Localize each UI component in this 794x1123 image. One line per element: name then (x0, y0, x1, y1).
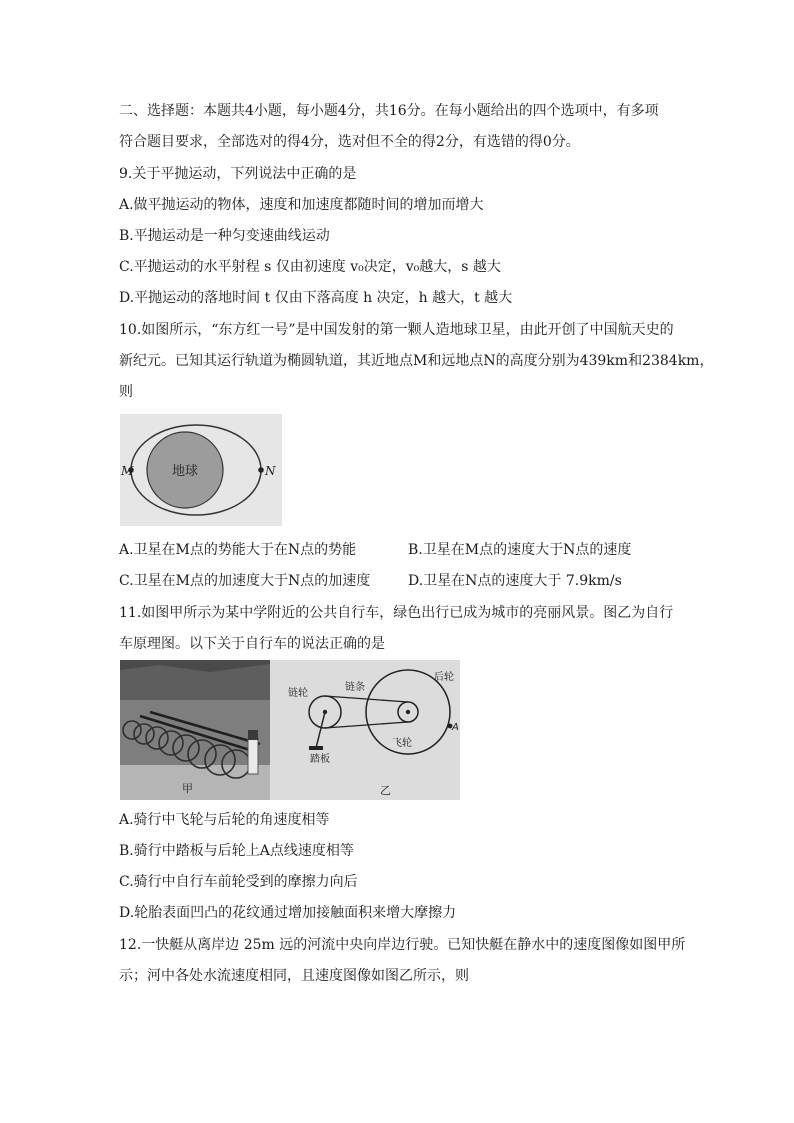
pedal-label: 踏板 (310, 754, 330, 765)
q11-option-b: B.骑行中踏板与后轮上A点线速度相等 (119, 843, 354, 859)
bicycle-photo (120, 660, 270, 800)
rear-wheel-label: 后轮 (434, 672, 454, 683)
q9-option-c: C.平抛运动的水平射程 s 仅由初速度 v₀决定，v₀越大，s 越大 (119, 259, 501, 275)
q9-option-a: A.做平抛运动的物体，速度和加速度都随时间的增加而增大 (119, 197, 484, 213)
q12-stem-line1: 12.一快艇从离岸边 25m 远的河流中央向岸边行驶。已知快艇在静水中的速度图像如图甲所 (119, 937, 686, 953)
q9-option-b: B.平抛运动是一种匀变速曲线运动 (119, 228, 330, 244)
pedal-bar (309, 746, 323, 750)
q10-stem-line1: 10.如图所示，“东方红一号”是中国发射的第一颗人造地球卫星，由此开创了中国航天史的 (119, 322, 674, 338)
q9-option-d: D.平抛运动的落地时间 t 仅由下落高度 h 决定，h 越大，t 越大 (119, 290, 513, 306)
chain-label: 链条 (345, 682, 365, 693)
bicycle-figure (120, 660, 460, 800)
yi-label: 乙 (380, 784, 391, 797)
q11-stem-line1: 11.如图甲所示为某中学附近的公共自行车，绿色出行已成为城市的亮丽风景。图乙为自行 (119, 605, 674, 621)
q10-stem-line2: 新纪元。已知其运行轨道为椭圆轨道，其近地点M和远地点N的高度分别为439km和2384km， (119, 353, 714, 369)
point-a-label: A (452, 722, 459, 733)
q12-stem-line2: 示；河中各处水流速度相同，且速度图像如图乙所示，则 (119, 968, 469, 984)
m-label: M (121, 464, 134, 478)
q11-stem-line2: 车原理图。以下关于自行车的说法正确的是 (119, 636, 385, 652)
q9-stem: 9.关于平抛运动，下列说法中正确的是 (119, 166, 357, 182)
earth-label: 地球 (171, 464, 199, 479)
orbit-figure (120, 414, 282, 526)
q10-stem-line3: 则 (119, 384, 133, 400)
point-n (258, 467, 264, 473)
q10-option-c: C.卫星在M点的加速度大于N点的加速度 (119, 573, 371, 589)
q10-option-d: D.卫星在N点的速度大于 7.9km/s (408, 573, 622, 589)
q11-option-a: A.骑行中飞轮与后轮的角速度相等 (119, 812, 330, 828)
flywheel-label: 飞轮 (392, 738, 412, 749)
jia-label: 甲 (182, 782, 193, 795)
section-header-line1: 二、选择题：本题共4小题，每小题4分，共16分。在每小题给出的四个选项中，有多项 (119, 103, 659, 119)
q10-option-a: A.卫星在M点的势能大于在N点的势能 (119, 542, 357, 558)
q10-option-b: B.卫星在M点的速度大于N点的速度 (408, 542, 632, 558)
sprocket-label: 链轮 (288, 688, 308, 699)
q11-option-d: D.轮胎表面凹凸的花纹通过增加接触面积来增大摩擦力 (119, 905, 457, 921)
q11-option-c: C.骑行中自行车前轮受到的摩擦力向后 (119, 874, 358, 890)
n-label: N (265, 464, 276, 478)
section-header-line2: 符合题目要求，全部选对的得4分，选对但不全的得2分，有选错的得0分。 (119, 134, 580, 150)
